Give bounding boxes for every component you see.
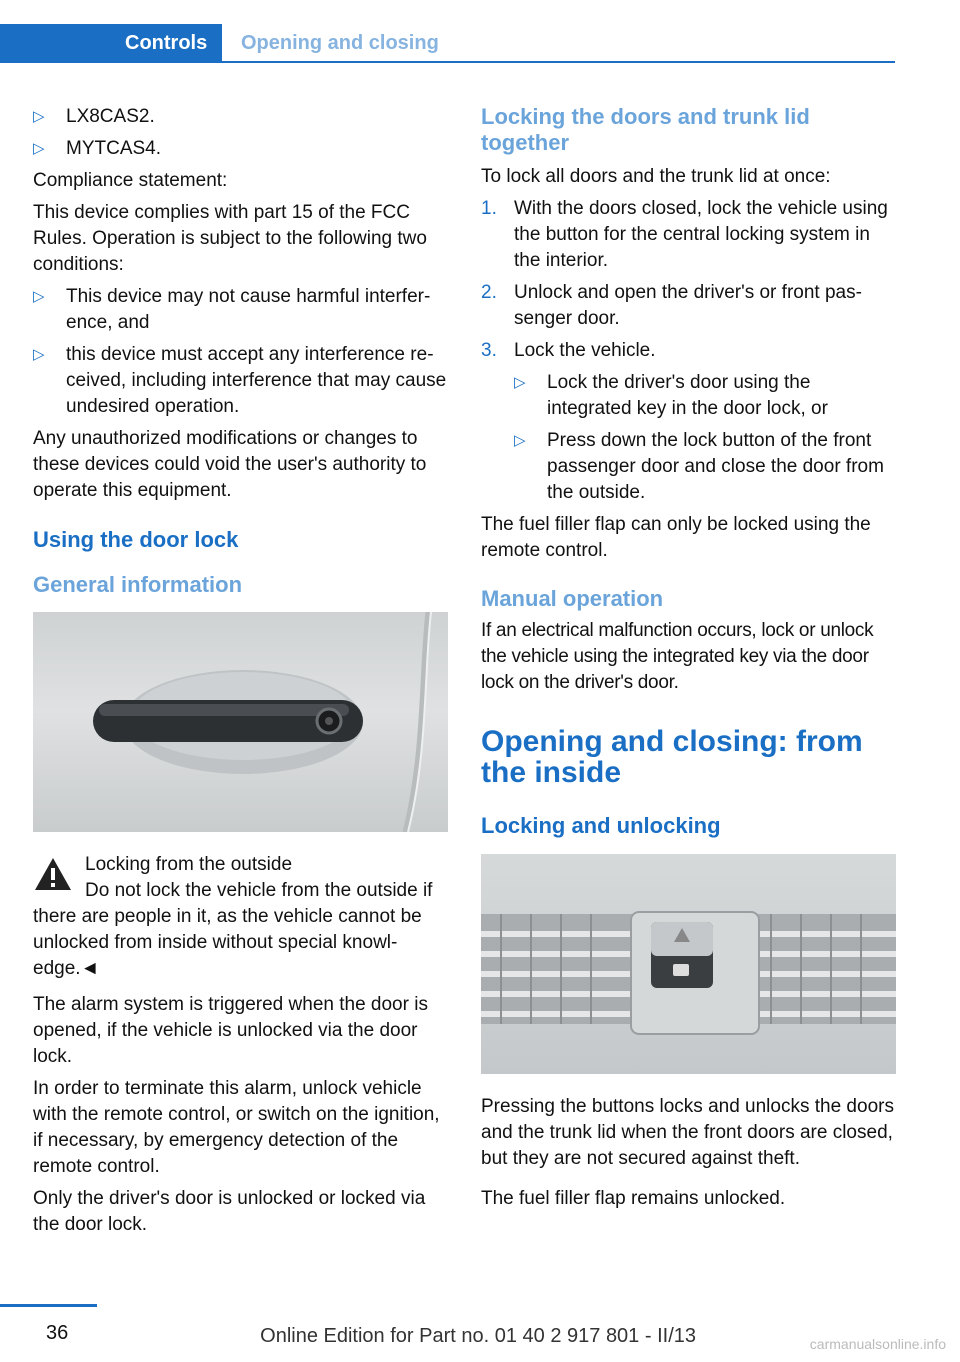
edition-text: Online Edition for Part no. 01 40 2 917 801 - II/13 <box>260 1325 696 1347</box>
locking-steps <box>481 196 896 506</box>
footer-rule <box>0 1304 97 1307</box>
warning-triangle-icon <box>33 856 73 892</box>
conditions-list <box>33 284 448 420</box>
left-column <box>33 104 448 1244</box>
list-item: ▷ Press down the lock button of the front passenger door and close the door from the outside. <box>514 430 884 503</box>
warning-text: Do not lock the vehicle from the outside if there are people in it, as the vehicle cannot be unlocked from inside without special knowledge.◄ <box>33 880 433 979</box>
heading-opening-inside: Opening and closing: from the inside <box>481 725 863 789</box>
list-item: ▷ This device may not cause harmful interference, and <box>33 286 431 333</box>
pressing-text: Pressing the buttons locks and unlocks the doors and the trunk lid when the front doors are closed, but they are not secured against theft. <box>481 1096 894 1169</box>
locking-intro: To lock all doors and the trunk lid at once: <box>481 166 831 187</box>
list-item: ▷ Lock the driver's door using the integrated key in the door lock, or <box>514 372 828 419</box>
triangle-bullet-icon: ▷ <box>33 140 45 157</box>
compliance-label: Compliance statement: <box>33 170 228 191</box>
list-item: ▷ MYTCAS4. <box>33 136 448 162</box>
terminate-text: In order to terminate this alarm, unlock vehicle with the remote control, or switch on the ignition, if necessary, by emergency detection of the remote control. <box>33 1078 440 1177</box>
sub-steps <box>514 370 896 506</box>
fuel-unlocked-text: The fuel filler flap remains unlocked. <box>481 1188 786 1209</box>
triangle-bullet-icon: ▷ <box>33 288 45 305</box>
warning-title: Locking from the outside <box>85 854 293 875</box>
list-item: 2. Unlock and open the driver's or front passenger door. <box>481 282 862 329</box>
heading-manual-operation: Manual operation <box>481 586 664 611</box>
right-column <box>481 104 896 1218</box>
heading-general-information: General information <box>33 572 243 597</box>
list-item: 3. Lock the vehicle. ▷ Lock the driver's door using the integrated key in the door lock, or ▷ Press down the lock button of the front passenger door and close the door from the outside. <box>481 338 896 506</box>
subsection-title: Opening and closing <box>241 32 439 54</box>
triangle-bullet-icon: ▷ <box>33 346 45 363</box>
step-number: 3. <box>481 340 497 361</box>
alarm-text: The alarm system is triggered when the door is opened, if the vehicle is unlocked via the door lock. <box>33 994 428 1067</box>
modifications-text: Any unauthorized modifications or changes to these devices could void the user's authority to operate this equipment. <box>33 428 427 501</box>
product-list <box>33 104 448 162</box>
heading-locking-unlocking: Locking and unlocking <box>481 813 721 838</box>
triangle-bullet-icon: ▷ <box>514 374 526 391</box>
list-item: ▷ this device must accept any interference received, including interference that may cause undesired operation. <box>33 344 447 417</box>
section-tab: Controls <box>0 24 222 63</box>
list-item: 1. With the doors closed, lock the vehicle using the button for the central locking system in the interior. <box>481 198 888 271</box>
manual-text: If an electrical malfunction occurs, lock or unlock the vehicle using the integrated key via the door lock on the driver's door. <box>481 620 874 693</box>
door-handle-photo <box>33 612 448 832</box>
warning-block <box>33 852 448 878</box>
step-number: 2. <box>481 282 497 303</box>
heading-door-lock: Using the door lock <box>33 527 239 552</box>
step-number: 1. <box>481 198 497 219</box>
header-rule <box>222 61 895 63</box>
page-header <box>0 0 960 64</box>
central-lock-photo <box>481 854 896 1074</box>
driver-door-text: Only the driver's door is unlocked or locked via the door lock. <box>33 1188 426 1235</box>
triangle-bullet-icon: ▷ <box>514 432 526 449</box>
vent-button-illustration <box>481 854 896 1074</box>
page-number: 36 <box>46 1322 69 1344</box>
heading-locking-together: Locking the doors and trunk lid together <box>481 104 810 155</box>
fuel-flap-note: The fuel filler flap can only be locked using the remote control. <box>481 514 871 561</box>
list-item: ▷ LX8CAS2. <box>33 104 448 130</box>
watermark: carmanualsonline.info <box>809 1336 946 1352</box>
compliance-text: This device complies with part 15 of the FCC Rules. Operation is subject to the following two conditions: <box>33 202 427 275</box>
door-handle-illustration <box>33 612 448 832</box>
triangle-bullet-icon: ▷ <box>33 108 45 125</box>
